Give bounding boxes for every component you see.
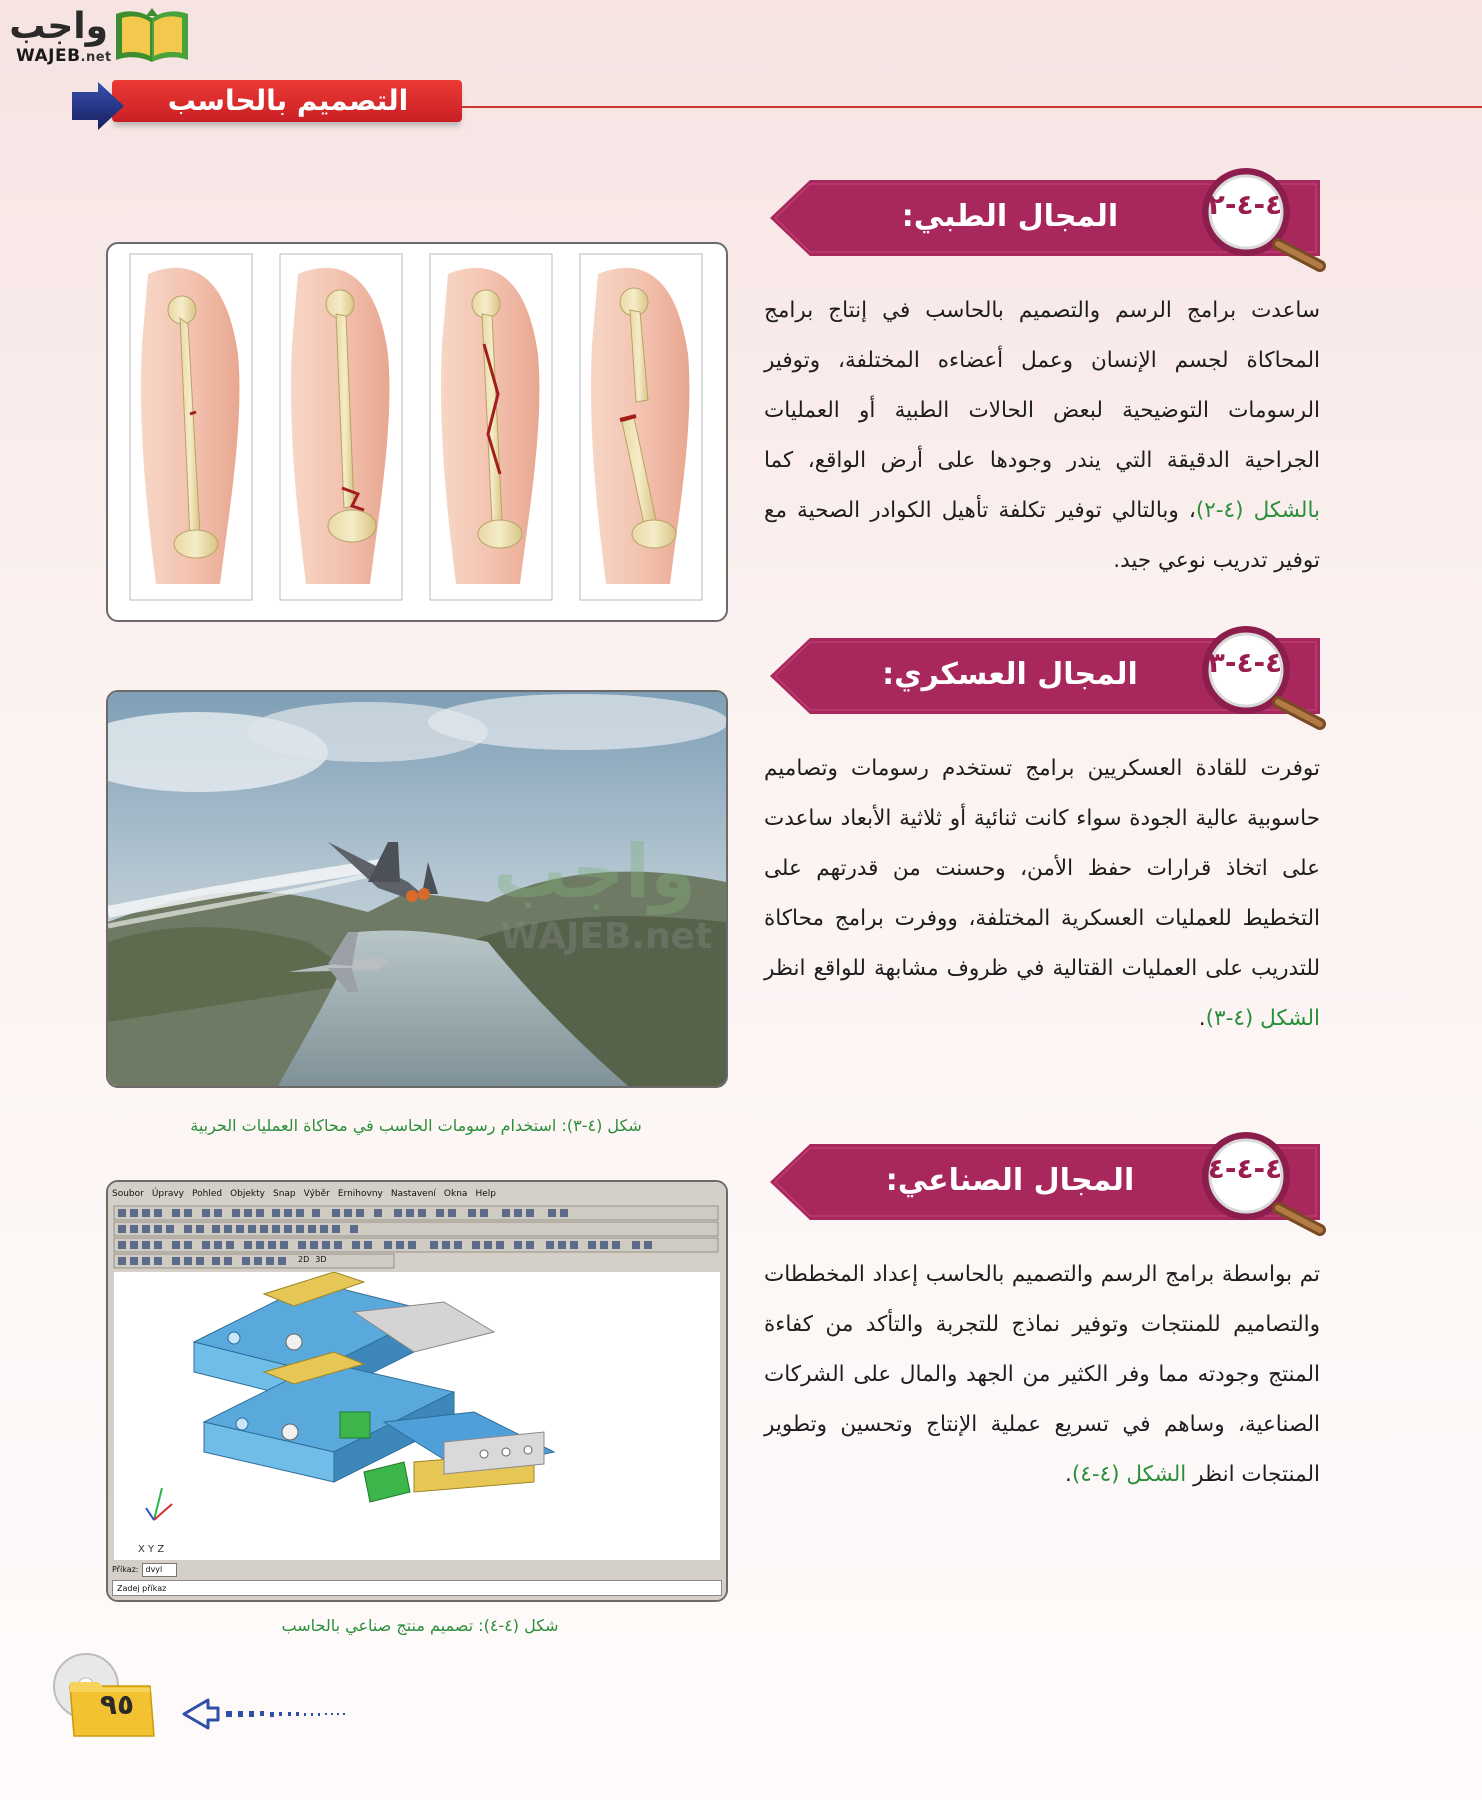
page-number: ٩٥ <box>99 1688 135 1721</box>
figure-reference-4-2[interactable]: بالشكل (٤-٢) <box>1195 498 1321 523</box>
section-header-military <box>770 620 1330 730</box>
figure-cad-design <box>106 1180 728 1602</box>
bone-panel-2 <box>280 254 402 600</box>
cad-command-label: Příkaz: <box>112 1565 139 1574</box>
paragraph-medical-tail: ، وبالتالي توفير تكلفة تأهيل الكوادر الصحية مع توفير تدريب نوعي جيد. <box>764 498 1320 573</box>
cad-menu-item[interactable]: Pohled <box>192 1189 223 1199</box>
cad-command-select[interactable]: dvyl <box>142 1563 177 1577</box>
figure-4-4-caption: شكل (٤-٤): تصميم منتج صناعي بالحاسب <box>281 1616 559 1635</box>
chapter-title: التصميم بالحاسب <box>167 84 409 117</box>
cad-menu-item[interactable]: Ernihovny <box>337 1189 383 1199</box>
jet-simulation-image <box>108 692 726 1086</box>
page-number-badge <box>52 1650 162 1740</box>
cad-menu-item[interactable]: Objekty <box>230 1189 265 1199</box>
cad-window <box>108 1182 726 1600</box>
back-arrow-icon[interactable] <box>178 1694 364 1734</box>
bone-panel-3 <box>430 254 552 600</box>
cad-view-buttons <box>298 1255 334 1264</box>
watermark-arabic: واجب <box>492 829 696 915</box>
cad-2d-button[interactable]: 2D <box>298 1255 310 1264</box>
section-number-medical: ٤-٤-٢ <box>1207 188 1283 221</box>
cad-viewport[interactable] <box>114 1272 720 1560</box>
open-book-icon <box>112 6 192 64</box>
bone-fracture-illustration <box>108 244 726 620</box>
section-number-industrial: ٤-٤-٤ <box>1207 1152 1283 1185</box>
section-title-military: المجال العسكري: <box>882 657 1138 692</box>
watermark-latin: WAJEB.net <box>500 916 713 957</box>
cad-menu-bar <box>112 1186 722 1202</box>
cad-menu-item[interactable]: Nastavení <box>390 1189 436 1199</box>
wajeb-logo[interactable] <box>8 4 188 70</box>
chapter-arrow-icon <box>68 82 124 130</box>
section-title-industrial: المجال الصناعي: <box>885 1163 1135 1198</box>
cad-menu-item[interactable]: Úpravy <box>151 1189 185 1199</box>
paragraph-industrial-tail: . <box>1065 1462 1072 1487</box>
paragraph-medical <box>764 286 1320 586</box>
figure-jet-simulation <box>106 690 728 1088</box>
figure-4-3-caption: شكل (٤-٣): استخدام رسومات الحاسب في محاكاة العمليات الحربية <box>190 1116 642 1135</box>
axes-label: X Y Z <box>138 1544 165 1555</box>
section-header-industrial <box>770 1126 1330 1236</box>
figure-bone-fractures <box>106 242 728 622</box>
paragraph-medical-text: ساعدت برامج الرسم والتصميم بالحاسب في إنتاج برامج المحاكاة لجسم الإنسان وعمل أعضاءه المختلفة، وتوفير الرسومات التوضيحية لبعض الحالات الطبية أو العمليات الجراحية الدقيقة التي يندر وجودها على أرض الواقع، كما <box>764 298 1320 473</box>
logo-arabic-text: واجب <box>9 6 108 47</box>
bone-panel-4 <box>580 254 702 600</box>
logo-latin-name: WAJEB <box>16 46 81 66</box>
paragraph-military-tail: . <box>1198 1006 1206 1031</box>
cad-menu-item[interactable]: Soubor <box>112 1189 144 1199</box>
section-title-medical: المجال الطبي: <box>901 199 1119 234</box>
figure-reference-4-3[interactable]: الشكل (٤-٣) <box>1205 1006 1320 1031</box>
paragraph-military-text: توفرت للقادة العسكريين برامج تستخدم رسومات وتصاميم حاسوبية عالية الجودة سواء كانت ثنائية أو ثلاثية الأبعاد ساعدت على اتخاذ قرارات حفظ الأمن، وحسنت من قدرتهم على التخطيط للعمليات العسكرية المختلفة، ووفرت برامج محاكاة للتدريب على العمليات القتالية في ظروف مشابهة للواقع انظر <box>764 756 1320 981</box>
logo-latin-text <box>16 46 112 66</box>
cad-menu-item[interactable]: Okna <box>443 1189 468 1199</box>
cad-status-bar: Zadej příkaz <box>112 1580 722 1596</box>
cad-menu-item[interactable]: Help <box>475 1189 496 1199</box>
cad-3d-button[interactable]: 3D <box>315 1255 327 1264</box>
chapter-banner <box>68 78 464 136</box>
cad-toolbars[interactable] <box>112 1204 722 1270</box>
figure-reference-4-4[interactable]: الشكل (٤-٤) <box>1071 1462 1187 1487</box>
paragraph-industrial-text: تم بواسطة برامج الرسم والتصميم بالحاسب إعداد المخططات والتصاميم للمنتجات وتوفير نماذج للتجربة والتأكد من كفاءة المنتج وجودته مما وفر الكثير من الجهد والمال على الشركات الصناعية، وساهم في تسريع عملية الإنتاج وتحسين وتطوير المنتجات انظر <box>764 1262 1320 1487</box>
logo-latin-suffix: .net <box>80 50 112 65</box>
section-number-military: ٤-٤-٣ <box>1207 646 1283 679</box>
paragraph-military <box>764 744 1320 1044</box>
bone-panel-1 <box>130 254 252 600</box>
paragraph-industrial <box>764 1250 1320 1500</box>
cad-command-bar <box>112 1562 722 1578</box>
chapter-rule <box>450 106 1482 108</box>
cad-menu-item[interactable]: Snap <box>273 1189 296 1199</box>
cad-menu-item[interactable]: Výběr <box>303 1189 330 1199</box>
section-header-medical <box>770 162 1330 272</box>
